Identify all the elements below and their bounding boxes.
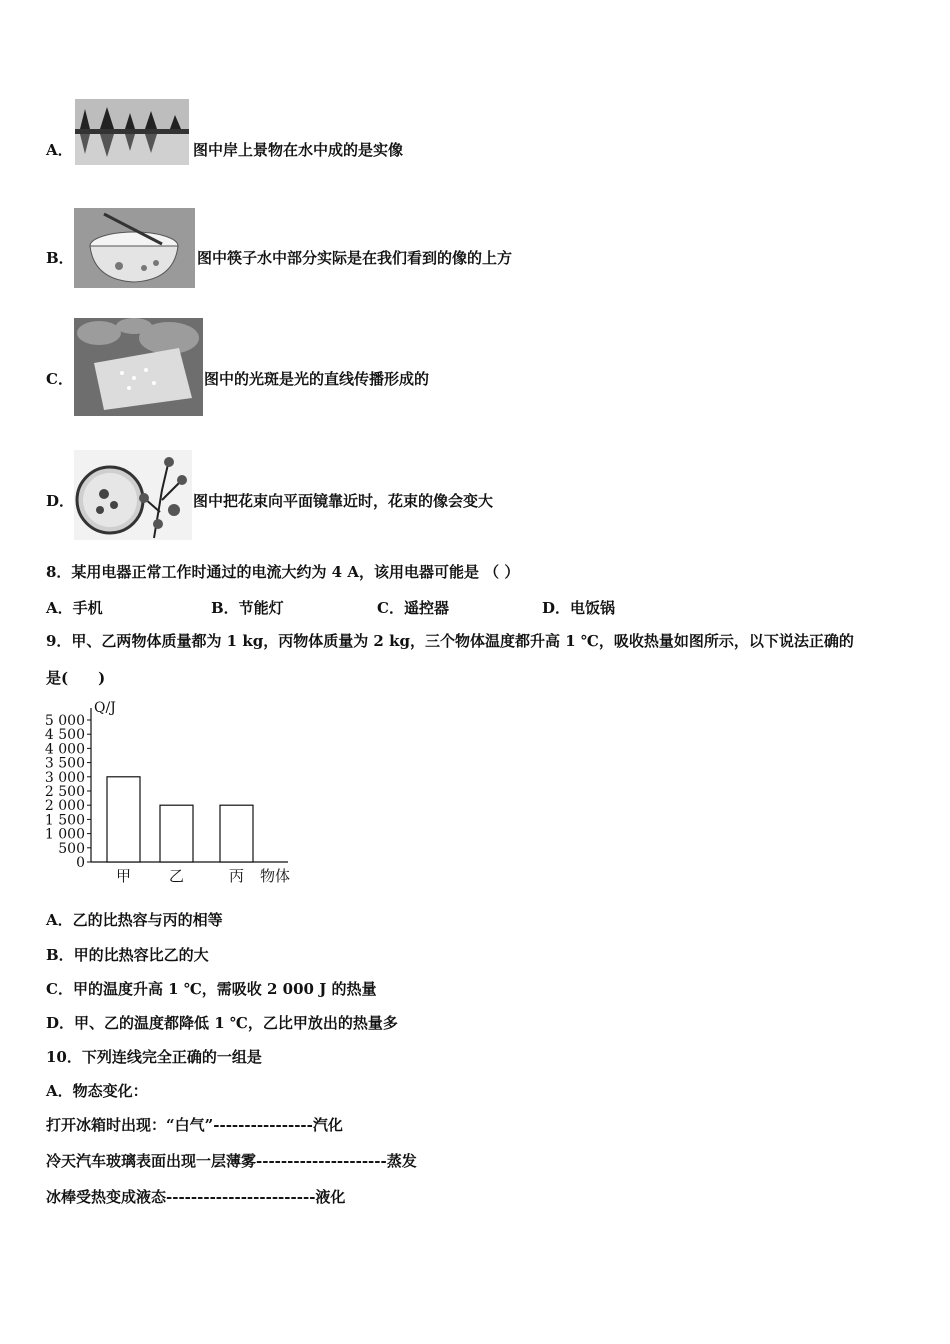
q8-option-c: C．遥控器 bbox=[377, 599, 449, 617]
x-tick-label: 乙 bbox=[168, 867, 185, 885]
option-d-letter: D． bbox=[46, 492, 75, 510]
y-tick-label: 3 500 bbox=[44, 755, 85, 772]
y-tick-label: 1 500 bbox=[44, 812, 85, 829]
bar bbox=[160, 805, 193, 862]
bar bbox=[220, 805, 253, 862]
q9-question-line2: 是( ) bbox=[46, 669, 106, 687]
option-b-letter: B． bbox=[46, 249, 74, 267]
y-tick-label: 500 bbox=[58, 840, 85, 857]
y-tick-label: 5 000 bbox=[44, 713, 85, 729]
q9-question-line1: 9．甲、乙两物体质量都为 1 kg，丙物体质量为 2 kg，三个物体温度都升高 1 ℃，吸收热量如图所示，以下说法正确的 bbox=[46, 632, 854, 650]
y-tick-label: 2 500 bbox=[44, 784, 85, 800]
lake-reflection-image bbox=[75, 99, 189, 165]
q9-option-a: A．乙的比热容与丙的相等 bbox=[46, 911, 223, 929]
q8-question: 8．某用电器正常工作时通过的电流大约为 4 A，该用电器可能是 （ ） bbox=[46, 563, 520, 581]
q10-question: 10．下列连线完全正确的一组是 bbox=[46, 1048, 262, 1066]
x-tick-label: 甲 bbox=[115, 867, 132, 885]
option-b-text: 图中筷子水中部分实际是在我们看到的像的上方 bbox=[197, 249, 513, 267]
bowl-chopsticks-image bbox=[74, 208, 195, 288]
option-c-letter: C． bbox=[46, 370, 73, 388]
y-tick-label: 4 000 bbox=[44, 741, 85, 758]
option-a-text: 图中岸上景物在水中成的是实像 bbox=[193, 141, 404, 159]
q8-option-a: A．手机 bbox=[46, 599, 103, 617]
option-a-letter: A． bbox=[46, 141, 73, 159]
q10-line-1: 打开冰箱时出现：“白气”----------------汽化 bbox=[46, 1116, 343, 1134]
y-tick-label: 0 bbox=[76, 855, 85, 871]
x-axis-label: 物体 bbox=[260, 867, 291, 885]
y-tick-label: 4 500 bbox=[44, 727, 85, 744]
y-axis-label: Q/J bbox=[94, 700, 116, 716]
mirror-flowers-image bbox=[74, 450, 192, 540]
light-spot-image bbox=[74, 318, 203, 416]
y-tick-label: 3 000 bbox=[44, 769, 85, 786]
option-c-text: 图中的光斑是光的直线传播形成的 bbox=[204, 370, 430, 388]
bar bbox=[107, 777, 140, 862]
q10-subtitle: A．物态变化： bbox=[46, 1082, 148, 1100]
q8-option-b: B．节能灯 bbox=[211, 599, 284, 617]
heat-bar-chart bbox=[40, 698, 310, 893]
q9-option-c: C．甲的温度升高 1 ℃，需吸收 2 000 J 的热量 bbox=[46, 980, 377, 998]
option-d-text: 图中把花束向平面镜靠近时，花束的像会变大 bbox=[193, 492, 494, 510]
x-tick-label: 丙 bbox=[228, 867, 245, 885]
y-tick-label: 1 000 bbox=[44, 826, 85, 843]
y-tick-label: 2 000 bbox=[44, 798, 85, 815]
q10-line-2: 冷天汽车玻璃表面出现一层薄雾---------------------蒸发 bbox=[46, 1152, 417, 1170]
q9-option-b: B．甲的比热容比乙的大 bbox=[46, 946, 209, 964]
q8-option-d: D．电饭锅 bbox=[542, 599, 616, 617]
q9-option-d: D．甲、乙的温度都降低 1 ℃，乙比甲放出的热量多 bbox=[46, 1014, 398, 1032]
q10-line-3: 冰棒受热变成液态------------------------液化 bbox=[46, 1188, 346, 1206]
